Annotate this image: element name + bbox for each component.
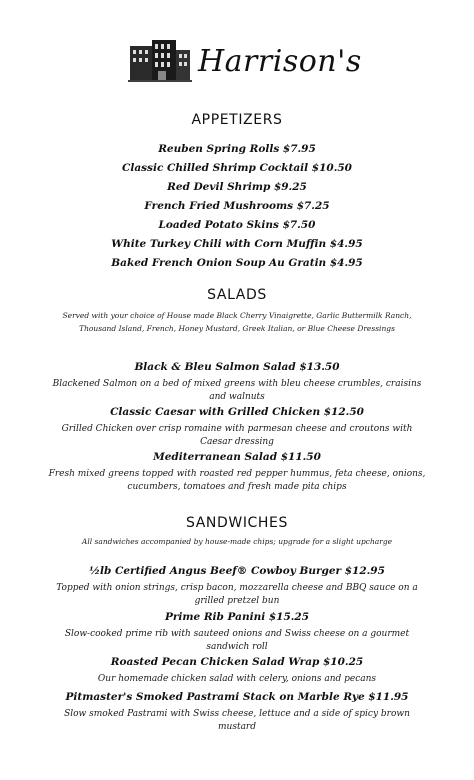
item-description: sandwich roll (206, 642, 268, 652)
menu-item: Baked French Onion Soup Au Gratin $4.95 (111, 257, 363, 269)
item-description: Slow-cooked prime rib with sauteed onions and Swiss cheese on a gourmet (64, 629, 410, 639)
menu-item: Red Devil Shrimp $9.25 (167, 181, 307, 193)
sandwiches-heading: SANDWICHES (186, 515, 288, 531)
item-description: Slow smoked Pastrami with Swiss cheese, lettuce and a side of spicy brown (64, 709, 410, 719)
item-description: Fresh mixed greens topped with roasted red pepper hummus, feta cheese, onions, (48, 469, 426, 479)
restaurant-name: Harrison's (198, 44, 362, 79)
menu-item: ½lb Certified Angus Beef® Cowboy Burger $12.95 (89, 565, 385, 577)
menu-item: Pitmaster's Smoked Pastrami Stack on Marble Rye $11.95 (65, 691, 409, 703)
menu-item: Reuben Spring Rolls $7.95 (158, 143, 316, 155)
menu-item: Classic Caesar with Grilled Chicken $12.50 (110, 406, 364, 418)
menu-item: Loaded Potato Skins $7.50 (158, 219, 316, 231)
building-illustration-icon (128, 38, 192, 82)
menu-item: Mediterranean Salad $11.50 (153, 451, 321, 463)
item-description: Topped with onion strings, crisp bacon, mozzarella cheese and BBQ sauce on a (56, 583, 418, 593)
menu-item: Prime Rib Panini $15.25 (164, 611, 310, 623)
menu-item: Roasted Pecan Chicken Salad Wrap $10.25 (110, 656, 364, 668)
item-description: Caesar dressing (200, 437, 274, 447)
salads-heading: SALADS (207, 287, 267, 303)
menu-item: Black & Bleu Salmon Salad $13.50 (134, 361, 340, 373)
item-description: Grilled Chicken over crisp romaine with parmesan cheese and croutons with (61, 424, 413, 434)
item-description: Blackened Salmon on a bed of mixed greens with bleu cheese crumbles, craisins (52, 379, 422, 389)
item-description: and walnuts (209, 392, 265, 402)
menu-item: French Fried Mushrooms $7.25 (144, 200, 330, 212)
restaurant-logo (0, 38, 474, 86)
menu-item: Classic Chilled Shrimp Cocktail $10.50 (122, 162, 352, 174)
menu-item: White Turkey Chili with Corn Muffin $4.95 (111, 238, 363, 250)
sandwiches-note: All sandwiches accompanied by house-made chips; upgrade for a slight upcharge (81, 537, 393, 546)
salads-note: Thousand Island, French, Honey Mustard, Greek Italian, or Blue Cheese Dressings (79, 324, 395, 333)
appetizers-heading: APPETIZERS (191, 112, 283, 128)
item-description: mustard (218, 722, 256, 732)
item-description: cucumbers, tomatoes and fresh made pita chips (127, 482, 347, 492)
item-description: grilled pretzel bun (194, 596, 280, 606)
item-description: Our homemade chicken salad with celery, onions and pecans (97, 674, 377, 684)
salads-note: Served with your choice of House made Black Cherry Vinaigrette, Garlic Buttermilk Ranch, (62, 311, 412, 320)
